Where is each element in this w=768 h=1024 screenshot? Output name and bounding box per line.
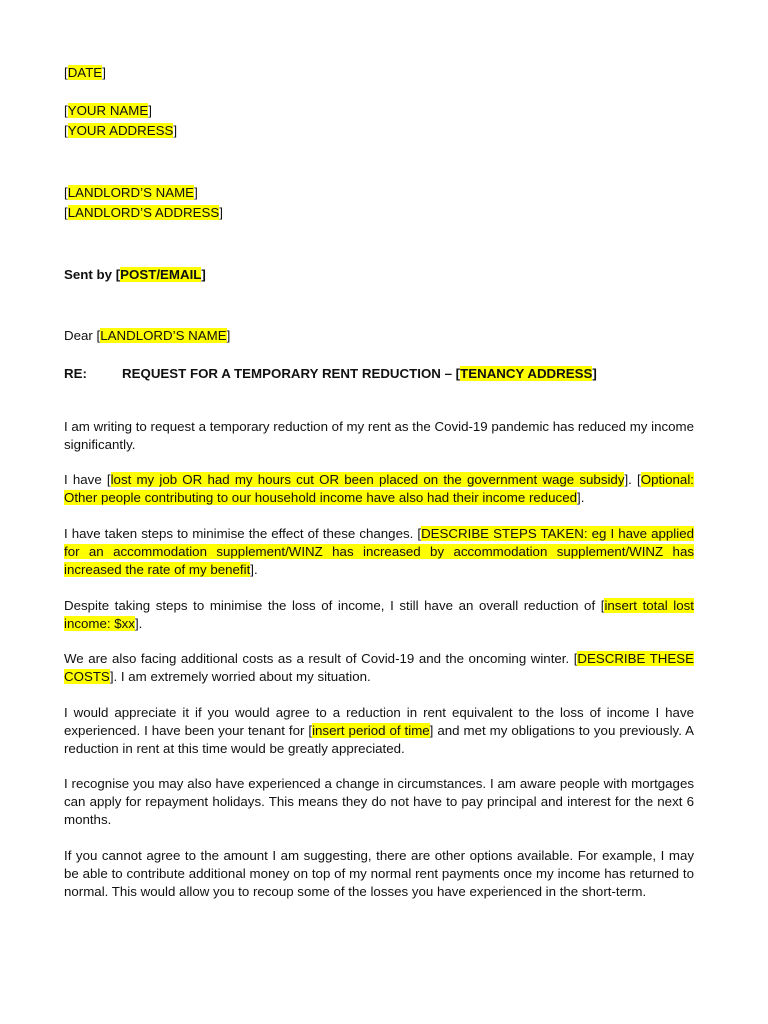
p2-text-mid: ]. [ [624, 472, 641, 487]
date-placeholder[interactable]: DATE [67, 65, 103, 80]
re-label: RE: [64, 366, 87, 381]
p5-text-end: ]. I am extremely worried about my situation. [109, 668, 371, 684]
lost-income-placeholder[interactable]: insert total lost income: $xx [64, 598, 694, 631]
optional-household-placeholder[interactable]: Optional: Other people contributing to our household income have also had their income reduced [64, 472, 694, 505]
job-status-placeholder[interactable]: lost my job OR had my hours cut OR been placed on the government wage subsidy [110, 472, 625, 487]
re-close-bracket: ] [592, 366, 597, 381]
tenancy-period-placeholder[interactable]: insert period of time [312, 722, 430, 738]
landlord-address-placeholder[interactable]: LANDLORD’S ADDRESS [67, 205, 220, 220]
tenancy-address-placeholder[interactable]: TENANCY ADDRESS [460, 366, 593, 381]
p5-text-start: We are also facing additional costs as a result of Covid-19 and the oncoming winter. [ [64, 651, 578, 666]
salutation: Dear [LANDLORD’S NAME] [64, 328, 231, 343]
paragraph-3 [64, 525, 694, 578]
p3-text-end: ]. [250, 561, 258, 577]
re-subject-text: REQUEST FOR A TEMPORARY RENT REDUCTION – [ [122, 366, 461, 381]
salutation-prefix: Dear [64, 328, 93, 343]
p6-text-end: ] and met my obligations to you previously. A reduction in rent at this time would be greatly appreciated. [64, 722, 694, 756]
sent-by-line: Sent by [POST/EMAIL] [64, 267, 206, 282]
p4-text-start: Despite taking steps to minimise the loss of income, I still have an overall reduction of [ [64, 598, 605, 613]
paragraph-7: I recognise you may also have experienced a change in circumstances. I am aware people with mortgages can apply for repayment holidays. This means they do not have to pay principal and interest for the next 6 months. [64, 776, 694, 827]
p2-text-start: I have [ [64, 472, 111, 487]
date-line: [DATE] [64, 65, 106, 80]
p6-text-start: I would appreciate it if you would agree to a reduction in rent equivalent to the loss of income I have experienced. I have been your tenant for [ [64, 705, 694, 738]
re-subject [122, 365, 597, 383]
paragraph-1: I am writing to request a temporary reduction of my rent as the Covid-19 pandemic has reduced my income significantly. [64, 419, 694, 452]
landlord-address-line: [LANDLORD’S ADDRESS] [64, 205, 223, 220]
p2-text-end: ]. [577, 489, 585, 505]
paragraph-4 [64, 597, 694, 633]
your-name-line: [YOUR NAME] [64, 103, 152, 118]
your-address-placeholder[interactable]: YOUR ADDRESS [67, 123, 174, 138]
salutation-name-placeholder[interactable]: LANDLORD’S NAME [100, 328, 227, 343]
describe-steps-placeholder[interactable]: DESCRIBE STEPS TAKEN: eg I have applied for an accommodation supplement/WINZ has increased by accommodation supplement/WINZ has increased the rate of my benefit [64, 526, 695, 577]
landlord-name-line: [LANDLORD’S NAME] [64, 185, 198, 200]
paragraph-6 [64, 704, 694, 757]
p3-text-start: I have taken steps to minimise the effect of these changes. [ [64, 526, 422, 541]
paragraph-5 [64, 650, 694, 686]
landlord-name-placeholder[interactable]: LANDLORD’S NAME [67, 185, 195, 200]
paragraph-8: If you cannot agree to the amount I am suggesting, there are other options available. For example, I may be able to contribute additional money on top of my normal rent payments once my income has returned to normal. This would allow you to recoup some of the losses you have experienced in the short-term. [64, 848, 694, 899]
p4-text-end: ]. [134, 615, 143, 631]
your-name-placeholder[interactable]: YOUR NAME [67, 103, 149, 118]
paragraph-2 [64, 471, 694, 507]
sent-by-label: Sent by [64, 267, 113, 282]
sent-by-method-placeholder[interactable]: POST/EMAIL [120, 267, 202, 282]
your-address-line: [YOUR ADDRESS] [64, 123, 178, 138]
describe-costs-placeholder[interactable]: DESCRIBE THESE COSTS [64, 651, 694, 684]
